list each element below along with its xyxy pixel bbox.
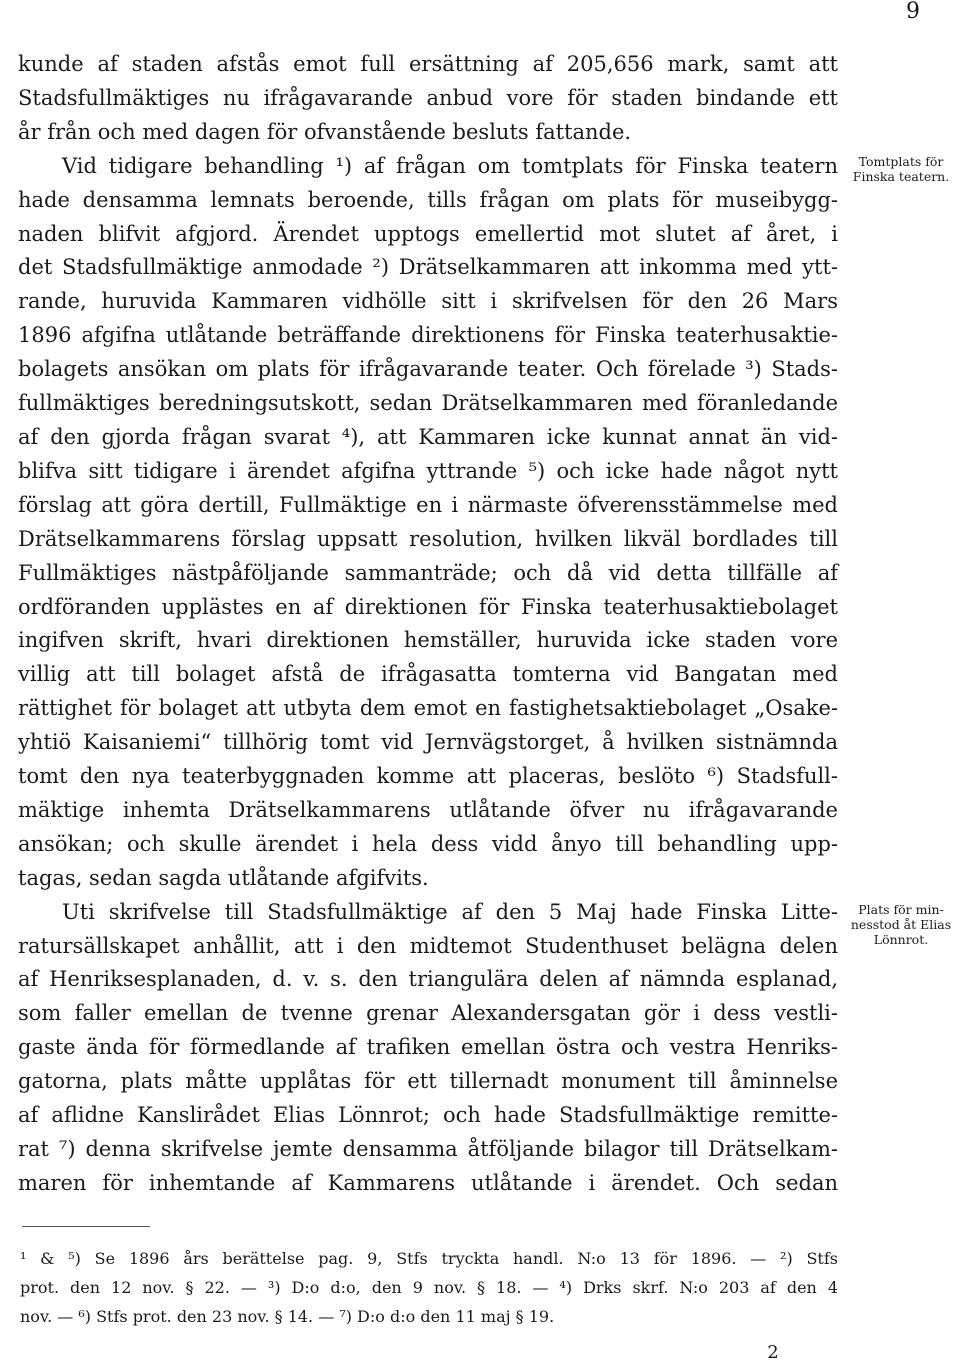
text-line: ingifven skrift, hvari direktionen hemställer, huruvida icke staden vore [18, 628, 838, 653]
text-line: rättighet för bolaget att utbyta dem emot en fastighetsaktiebolaget „Osake- [18, 696, 838, 721]
margin-note-line: nesstod åt Elias [850, 917, 952, 932]
body-text [18, 48, 838, 1201]
text-line: rande, huruvida Kammaren vidhölle sitt i skrifvelsen för den 26 Mars [18, 289, 838, 314]
text-line: fullmäktiges beredningsutskott, sedan Drätselkammaren med föranledande [18, 391, 838, 416]
text-line: yhtiö Kaisaniemi“ tillhörig tomt vid Jernvägstorget, å hvilken sistnämnda [18, 730, 838, 755]
text-line: bolagets ansökan om plats för ifrågavarande teater. Och förelade ³) Stads- [18, 357, 838, 382]
margin-note-line: Tomtplats för [858, 154, 944, 169]
text-line: tomt den nya teaterbyggnaden komme att placeras, beslöto ⁶) Stadsfull- [18, 764, 838, 789]
text-line: Uti skrifvelse till Stadsfullmäktige af den 5 Maj hade Finska Litte- [62, 899, 838, 924]
text-line: 1896 afgifna utlåtande beträffande direktionens för Finska teaterhusaktie- [18, 323, 838, 348]
text-line: ansökan; och skulle ärendet i hela dess vidd ånyo till behandling upp- [18, 831, 838, 856]
text-line: naden blifvit afgjord. Ärendet upptogs emellertid mot slutet af året, i [18, 221, 838, 246]
margin-note-line: Finska teatern. [852, 169, 950, 184]
text-line: maren för inhemtande af Kammarens utlåtande i ärendet. Och sedan [18, 1170, 838, 1195]
text-line: Drätselkammarens förslag uppsatt resolution, hvilken likväl bordlades till [18, 526, 838, 551]
footnote-line: nov. — ⁶) Stfs prot. den 23 nov. § 14. — ⁷) D:o d:o den 11 maj § 19. [20, 1307, 555, 1326]
margin-note-line: Plats för min- [858, 902, 944, 917]
footnote-divider [22, 1226, 150, 1227]
text-line: gaste ända för förmedlande af trafiken emellan östra och vestra Henriks- [18, 1035, 838, 1060]
text-line: blifva sitt tidigare i ärendet afgifna yttrande ⁵) och icke hade något nytt [18, 458, 838, 483]
footnote-line: prot. den 12 nov. § 22. — ³) D:o d:o, den 9 nov. § 18. — ⁴) Drks skrf. N:o 203 af den 4 [20, 1278, 838, 1297]
text-line: år från och med dagen för ofvanstående besluts fattande. [18, 119, 632, 144]
text-line: Stadsfullmäktiges nu ifrågavarande anbud vore för staden bindande ett [18, 85, 838, 110]
text-line: af Henriksesplanaden, d. v. s. den triangulära delen af nämnda esplanad, [18, 967, 838, 992]
page-number: 9 [906, 0, 920, 24]
text-line: hade densamma lemnats beroende, tills frågan om plats för museibygg- [18, 187, 838, 212]
footnote-line: ¹ & ⁵) Se 1896 års berättelse pag. 9, Stfs tryckta handl. N:o 13 för 1896. — ²) Stfs [20, 1249, 838, 1268]
footnotes [20, 1244, 838, 1331]
text-line: villig att till bolaget afstå de ifrågasatta tomterna vid Bangatan med [18, 662, 838, 687]
text-line: förslag att göra dertill, Fullmäktige en i närmaste öfverensstämmelse med [18, 492, 838, 517]
margin-note-line: Lönnrot. [873, 932, 929, 947]
margin-note-lonnrot [845, 902, 957, 947]
text-line: som faller emellan de tvenne grenar Alexandersgatan gör i dess vestli- [18, 1001, 838, 1026]
text-line: Fullmäktiges nästpåföljande sammanträde; och då vid detta tillfälle af [18, 560, 838, 585]
text-line: af den gjorda frågan svarat ⁴), att Kammaren icke kunnat annat än vid- [18, 424, 838, 449]
text-line: det Stadsfullmäktige anmodade ²) Drätselkammaren att inkomma med ytt- [18, 255, 838, 280]
text-line: kunde af staden afstås emot full ersättning af 205,656 mark, samt att [18, 52, 838, 76]
text-line: mäktige inhemta Drätselkammarens utlåtande öfver nu ifrågavarande [18, 797, 838, 822]
signature-mark: 2 [767, 1342, 779, 1363]
text-line: af aflidne Kanslirådet Elias Lönnrot; och hade Stadsfullmäktige remitte- [18, 1103, 838, 1128]
text-line: gatorna, plats måtte upplåtas för ett tillernadt monument till åminnelse [18, 1069, 838, 1094]
text-line: tagas, sedan sagda utlåtande afgifvits. [18, 865, 429, 890]
text-line: Vid tidigare behandling ¹) af frågan om tomtplats för Finska teatern [62, 153, 838, 178]
text-line: rat ⁷) denna skrifvelse jemte densamma åtföljande bilagor till Drätselkam- [18, 1137, 838, 1161]
text-line: ordföranden upplästes en af direktionen för Finska teaterhusaktiebolaget [18, 594, 838, 619]
text-line: ratursällskapet anhållit, att i den midtemot Studenthuset belägna delen [18, 933, 838, 958]
margin-note-tomtplats [845, 154, 957, 184]
